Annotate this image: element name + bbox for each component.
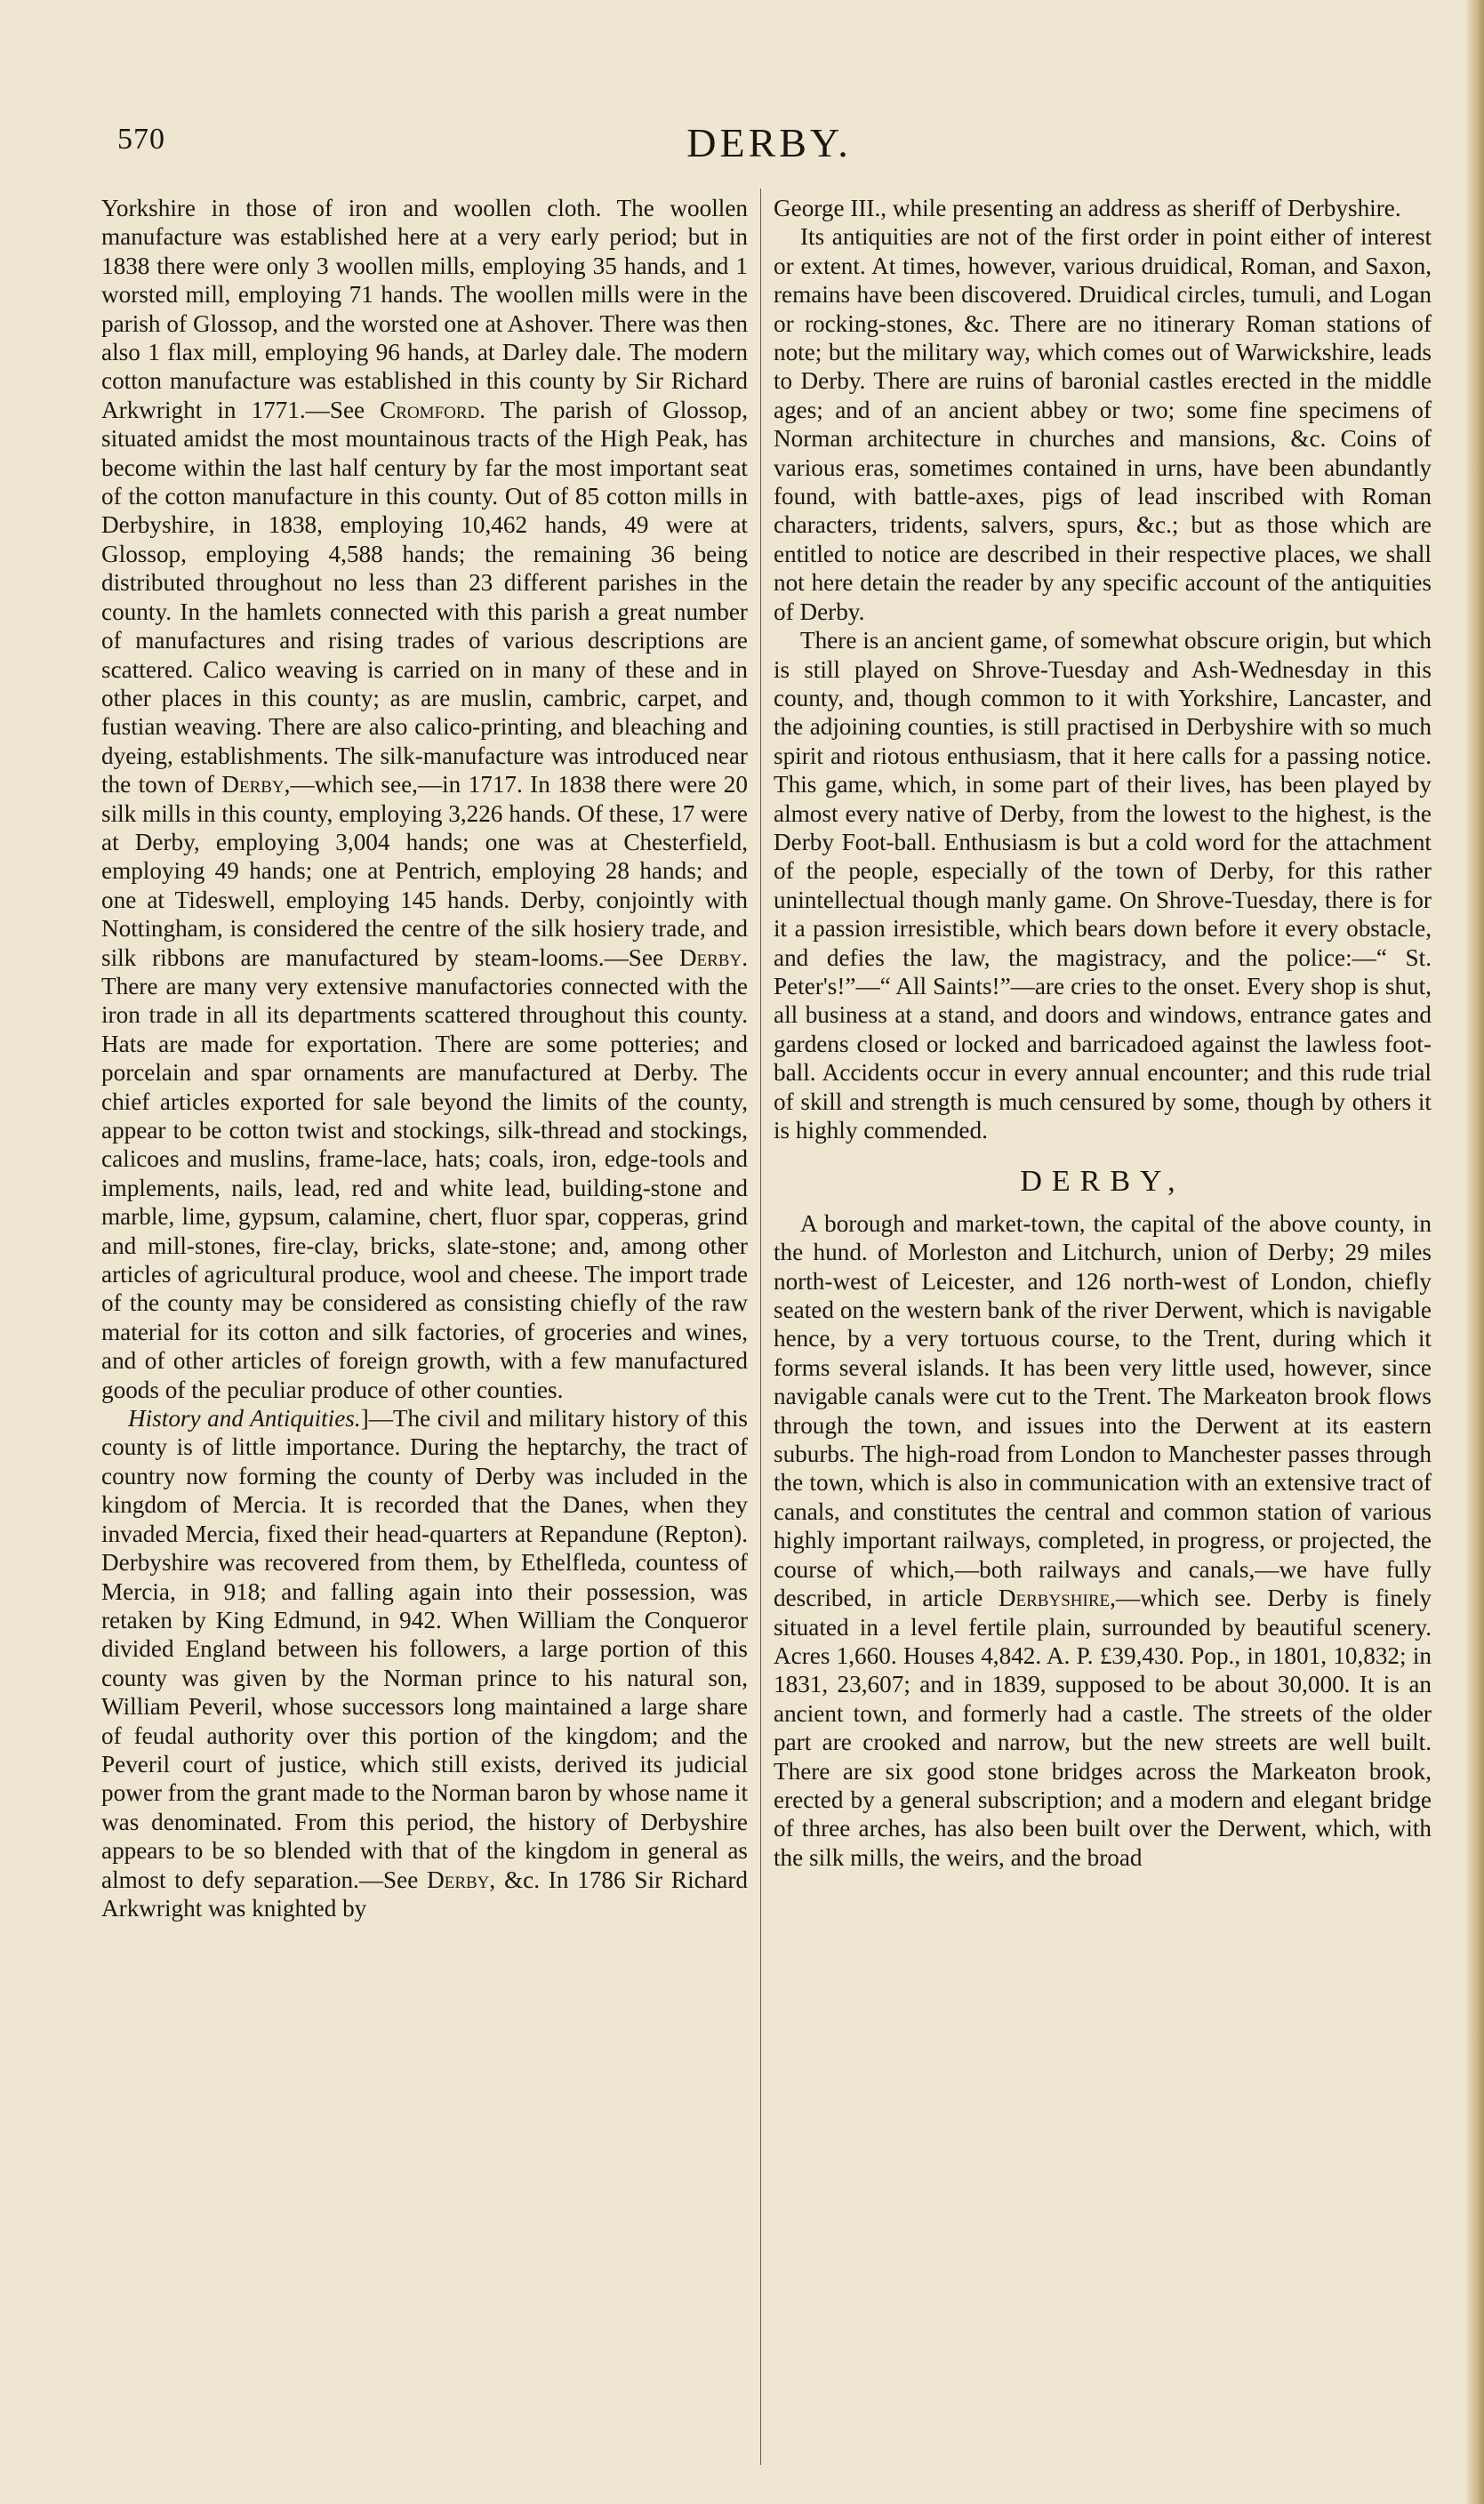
left-column — [101, 194, 748, 2470]
page-number: 570 — [117, 123, 165, 156]
cross-reference: Derby — [427, 1866, 490, 1893]
cross-reference: Derbyshire — [998, 1585, 1111, 1612]
section-lead: History and Antiquities. — [128, 1405, 361, 1433]
text-run: ,—which see. Derby is finely situated in a level fertile plain, surrounded by beautiful scenery. Acres 1,660. Houses 4,842. A. P. £39,430. Pop., in 1801, 10,832; in 1831, 23,607; and in 1839, supposed to be about 30,000. It is an ancient town, and formerly had a castle. The streets of the older part are crooked and narrow, but the new streets are well built. There are six good stone bridges across the Markeaton brook, erected by a general subscription; and a modern and elegant bridge of three arches, has also been built over the Derwent, which, with the silk mills, the weirs, and the broad — [774, 1585, 1432, 1871]
text-run: . The parish of Glossop, situated amidst the most mountainous tracts of the High Peak, has become within the last half century by far the most important seat of the cotton manufacture in this county. Out of 85 cotton mills in Derbyshire, in 1838, employing 10,462 hands, 49 were at Glossop, employing 4,588 hands; the remaining 36 being distributed throughout no less than 23 different parishes in the county. In the hamlets connected with this parish a great number of manufactures and rising trades of various descriptions are scattered. Calico weaving is carried on in many of these and in other places in this county; as are muslin, cambric, carpet, and fustian weaving. There are also calico-printing, and bleaching and dyeing, establishments. The silk-manufacture was introduced near the town of — [101, 396, 748, 799]
text-run: , &c. In 1786 Sir Richard Arkwright was knighted by — [101, 1866, 748, 1922]
text-run: ,—which see,—in 1717. In 1838 there were 20 silk mills in this county, employing 3,226 hands. Of these, 17 were at Derby, employing 3,004 hands; one was at Chesterfield, employing 49 hands; one at Pentrich, employing 28 hands; and one at Tideswell, employing 145 hands. Derby, conjointly with Nottingham, is considered the centre of the silk hosiery trade, and silk ribbons are manufactured by steam-looms.—See — [101, 771, 748, 971]
cross-reference: Derby — [678, 943, 742, 971]
paragraph-history — [101, 1404, 748, 1922]
cross-reference: Cromford — [380, 396, 480, 423]
page-edge — [1464, 0, 1484, 2504]
cross-reference: Derby — [221, 771, 285, 799]
text-run: . There are many very extensive manufactories connected with the iron trade in all its departments scattered throughout this county. Hats are made for exportation. There are some potteries; and porcelain and spar ornaments are manufactured at Derby. The chief articles exported for sale beyond the limits of the county, appear to be cotton twist and stockings, silk-thread and stockings, calicoes and muslins, frame-lace, hats; coals, iron, edge-tools and implements, nails, lead, red and white lead, building-stone and marble, lime, gypsum, calamine, chert, fluor spar, copperas, grind and mill-stones, fire-clay, bricks, slate-stone; and, among other articles of agricultural produce, wool and cheese. The import trade of the county may be considered as consisting chiefly of the raw material for its cotton and silk factories, of groceries and wines, and of other articles of foreign growth, with a few manufactured goods of the peculiar produce of other counties. — [101, 943, 748, 1403]
paragraph-manufactures — [101, 194, 748, 1404]
text-run: ]—The civil and military history of this county is of little importance. During the heptarchy, the tract of country now forming the county of Derby was included in the kingdom of Mercia. It is recorded that the Danes, when they invaded Mercia, fixed their head-quarters at Repandune (Repton). Derbyshire was recovered from them, by Ethelfleda, countess of Mercia, in 918; and falling again into their possession, was retaken by King Edmund, in 942. When William the Conqueror divided England between his followers, a large portion of this county was given by the Norman prince to his natural son, William Peveril, whose successors long maintained a large share of feudal authority over this portion of the kingdom; and the Peveril court of justice, which still exists, derived its judicial power from the grant made to the Norman baron by whose name it was denominated. From this period, the history of Derbyshire appears to be so blended with that of the kingdom in general as almost to defy separation.—See — [101, 1405, 748, 1893]
text-run: Yorkshire in those of iron and woollen cloth. The woollen manufacture was established here at a very early period; but in 1838 there were only 3 woollen mills, employing 35 hands, and 1 worsted mill, employing 71 hands. The woollen mills were in the parish of Glossop, and the worsted one at Ashover. There was then also 1 flax mill, employing 96 hands, at Darley dale. The modern cotton manufacture was established in this county by Sir Richard Arkwright in 1771.—See — [101, 195, 748, 423]
column-divider — [760, 189, 761, 2465]
running-title: DERBY. — [686, 120, 852, 165]
paragraph-football: There is an ancient game, of somewhat obscure origin, but which is still played on Shrove-Tuesday and Ash-Wednesday in this county, and, though common to it with Yorkshire, Lancaster, and the adjoining counties, is still practised in Derbyshire with so much spirit and riotous enthusiasm, that it here calls for a passing notice. This game, which, in some part of their lives, has been played by almost every native of Derby, from the lowest to the highest, is the Derby Foot-ball. Enthusiasm is but a cold word for the attachment of the people, especially of the town of Derby, for this rather unintellectual though manly game. On Shrove-Tuesday, there is for it a passion irresistible, which bears down before it every obstacle, and defies the law, the magistracy, and the police:—“ St. Peter's!”—“ All Saints!”—are cries to the onset. Every shop is shut, all business at a stand, and doors and windows, entrance gates and gardens closed or locked and barricadoed against the lawless foot-ball. Accidents occur in every annual encounter; and this rude trial of skill and strength is much censured by some, though by others it is highly commended. — [774, 627, 1432, 1144]
text-run: A borough and market-town, the capital of the above county, in the hund. of Morleston and Litchurch, union of Derby; 29 miles north-west of Leicester, and 126 north-west of London, chiefly seated on the western bank of the river Derwent, which is navigable hence, by a very tortuous course, to the Trent, during which it forms several islands. It has been very little used, however, since navigable canals were cut to the Trent. The Markeaton brook flows through the town, and issues into the Derwent at its eastern suburbs. The high-road from London to Manchester passes through the town, which is also in communication with an extensive tract of canals, and constitutes the central and common station of various highly important railways, completed, in progress, or projected, the course of which,—both railways and canals,—we have fully described, in article — [774, 1209, 1432, 1612]
paragraph-antiquities: Its antiquities are not of the first order in point either of interest or extent. At times, however, various druidical, Roman, and Saxon, remains have been discovered. Druidical circles, tumuli, and Logan or rocking-stones, &c. There are no itinerary Roman stations of note; but the military way, which comes out of Warwickshire, leads to Derby. There are ruins of baronial castles erected in the middle ages; and of an ancient abbey or two; some fine specimens of Norman architecture in churches and mansions, &c. Coins of various eras, sometimes contained in urns, have been abundantly found, with battle-axes, pigs of lead inscribed with Roman characters, tridents, salvers, spurs, &c.; but as those which are entitled to notice are described in their respective places, we shall not here detain the reader by any specific account of the antiquities of Derby. — [774, 223, 1432, 625]
right-column — [774, 194, 1432, 2470]
entry-heading: DERBY, — [1020, 1165, 1185, 1199]
paragraph-continuation: George III., while presenting an address as sheriff of Derbyshire. — [774, 195, 1401, 221]
paragraph-derby-town — [774, 1209, 1432, 1872]
page-header — [98, 119, 1440, 176]
